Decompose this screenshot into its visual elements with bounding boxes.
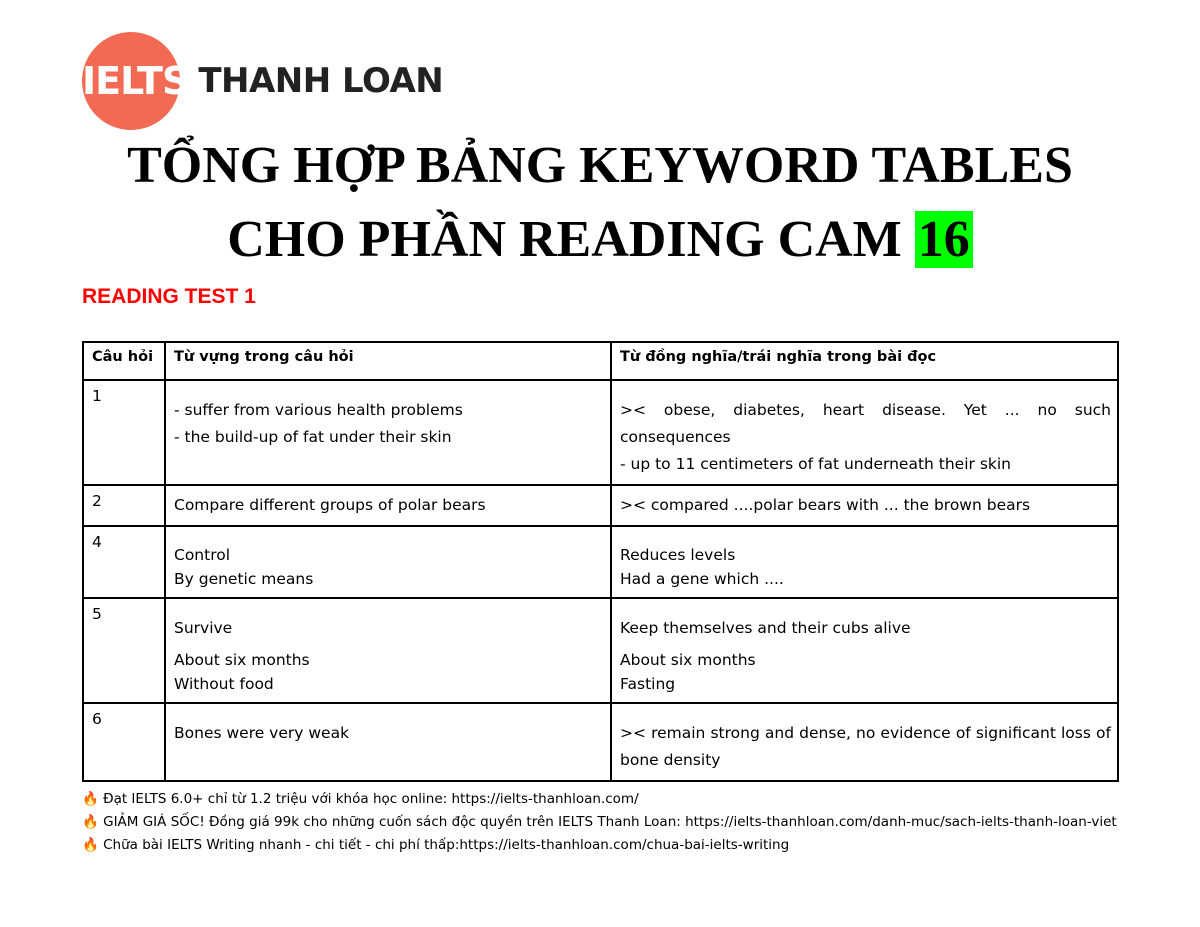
table-row bbox=[83, 526, 1118, 598]
synonym-line: Keep themselves and their cubs alive bbox=[620, 619, 911, 637]
vocab-cell bbox=[165, 703, 611, 781]
question-number: 4 bbox=[83, 526, 165, 598]
vocab-cell bbox=[165, 598, 611, 703]
fire-icon: 🔥 bbox=[82, 837, 99, 853]
vocab-line: Survive bbox=[174, 619, 233, 637]
logo-brand-text: THANH LOAN bbox=[198, 61, 444, 101]
synonym-cell bbox=[611, 380, 1118, 485]
question-number: 1 bbox=[83, 380, 165, 485]
synonym-line: >< obese, diabetes, heart disease. Yet ... no such consequences bbox=[620, 401, 1111, 446]
table-row bbox=[83, 485, 1118, 526]
promo-text: GIẢM GIÁ SỐC! Đồng giá 99k cho những cuốn sách độc quyền trên IELTS Thanh Loan: https://ielts-thanhloan.com/danh-muc/sach-ielts-thanh-loan-viet bbox=[103, 814, 1117, 830]
vocab-line: - the build-up of fat under their skin bbox=[174, 428, 452, 446]
vocab-line: Without food bbox=[174, 675, 274, 693]
table-header-row bbox=[83, 342, 1118, 380]
question-number: 5 bbox=[83, 598, 165, 703]
vocab-cell bbox=[165, 485, 611, 526]
synonym-line: >< compared ....polar bears with ... the brown bears bbox=[620, 496, 1031, 514]
vocab-line: By genetic means bbox=[174, 570, 314, 588]
synonym-line: About six months bbox=[620, 651, 756, 669]
promo-line[interactable] bbox=[82, 788, 1122, 811]
promo-line[interactable] bbox=[82, 834, 1122, 857]
header-vocab: Từ vựng trong câu hỏi bbox=[165, 342, 611, 380]
promo-text: Đạt IELTS 6.0+ chỉ từ 1.2 triệu với khóa học online: https://ielts-thanhloan.com/ bbox=[103, 791, 639, 807]
synonym-line: Had a gene which .... bbox=[620, 570, 784, 588]
synonym-line: Fasting bbox=[620, 675, 676, 693]
promo-line[interactable] bbox=[82, 811, 1122, 834]
table-row bbox=[83, 380, 1118, 485]
title-line-2-text: CHO PHẦN READING CAM bbox=[227, 211, 915, 268]
keyword-table bbox=[82, 341, 1119, 782]
fire-icon: 🔥 bbox=[82, 791, 99, 807]
page-title-line-1: TỔNG HỢP BẢNG KEYWORD TABLES bbox=[127, 137, 1073, 194]
title-highlight: 16 bbox=[915, 211, 973, 268]
vocab-line: Control bbox=[174, 546, 231, 564]
vocab-line: Compare different groups of polar bears bbox=[174, 496, 486, 514]
header-question: Câu hỏi bbox=[83, 342, 165, 380]
synonym-line: >< remain strong and dense, no evidence of significant loss of bone density bbox=[620, 724, 1111, 769]
question-number: 2 bbox=[83, 485, 165, 526]
synonym-line: - up to 11 centimeters of fat underneath their skin bbox=[620, 455, 1011, 473]
brand-logo bbox=[82, 32, 443, 130]
synonym-cell bbox=[611, 703, 1118, 781]
vocab-cell bbox=[165, 526, 611, 598]
synonym-line: Reduces levels bbox=[620, 546, 736, 564]
vocab-cell bbox=[165, 380, 611, 485]
vocab-line: Bones were very weak bbox=[174, 724, 350, 742]
section-heading: READING TEST 1 bbox=[82, 285, 256, 308]
table-row bbox=[83, 703, 1118, 781]
question-number: 6 bbox=[83, 703, 165, 781]
promo-footer bbox=[82, 788, 1122, 857]
synonym-cell bbox=[611, 598, 1118, 703]
vocab-line: About six months bbox=[174, 651, 310, 669]
synonym-cell bbox=[611, 485, 1118, 526]
header-synonyms: Từ đồng nghĩa/trái nghĩa trong bài đọc bbox=[611, 342, 1118, 380]
table-row bbox=[83, 598, 1118, 703]
fire-icon: 🔥 bbox=[82, 814, 99, 830]
promo-text: Chữa bài IELTS Writing nhanh - chi tiết - chi phí thấp:https://ielts-thanhloan.com/chua-bai-ielts-writing bbox=[103, 837, 790, 853]
logo-mark: IELTS bbox=[82, 59, 189, 103]
page-title-line-2 bbox=[0, 210, 1200, 270]
vocab-line: - suffer from various health problems bbox=[174, 401, 463, 419]
synonym-cell bbox=[611, 526, 1118, 598]
